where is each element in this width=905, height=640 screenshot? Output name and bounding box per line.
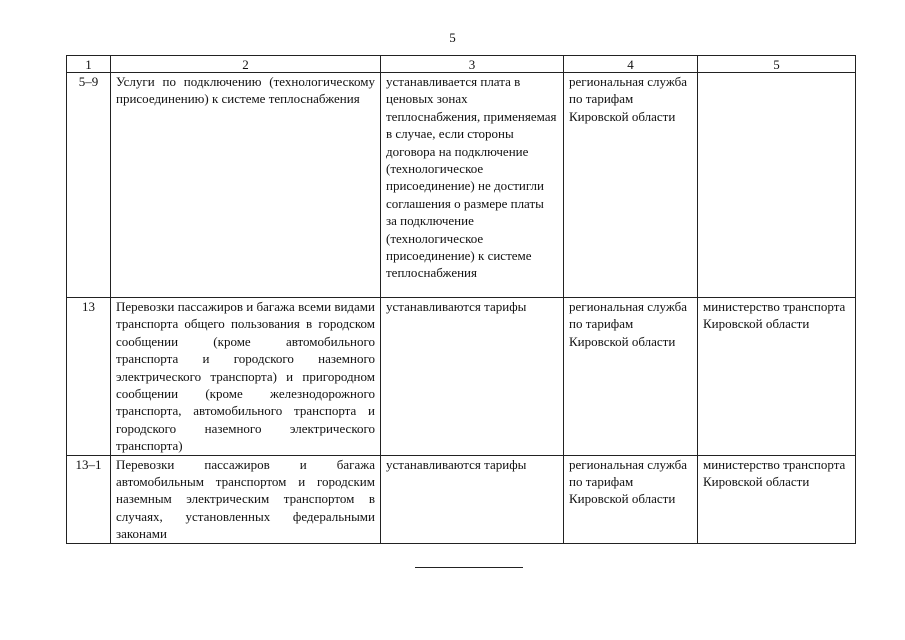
footer-divider <box>415 567 523 568</box>
responsible-ministry: министерство транспорта Кировской области <box>698 455 856 543</box>
row-number: 13 <box>67 298 111 456</box>
regulation-table <box>66 55 856 544</box>
column-header-4: 4 <box>564 56 698 73</box>
service-description: Услуги по подключению (технологическому присоединению) к системе теплоснабжения <box>111 73 381 298</box>
row-number: 13–1 <box>67 455 111 543</box>
header-row <box>67 56 856 73</box>
table-row <box>67 73 856 298</box>
column-header-1: 1 <box>67 56 111 73</box>
service-description: Перевозки пассажиров и багажа всеми видами транспорта общего пользования в городском сообщении (кроме автомобильного транспорта и городского наземного электрического транспорта) и пригородном сообщении (кроме железнодорожного транспорта, автомобильного транспорта и городского наземного электрического транспорта) <box>111 298 381 456</box>
table-row <box>67 298 856 456</box>
page-number: 5 <box>449 30 456 45</box>
regulation-measure: устанавливается плата в ценовых зонах теплоснабжения, применяемая в случае, если стороны договора на подключение (технологическое присоединение) не достигли соглашения о размере платы за подключение (технологическое присоединение) к системе теплоснабжения <box>381 73 564 298</box>
regulating-authority: региональная служба по тарифам Кировской области <box>564 298 698 456</box>
row-number: 5–9 <box>67 73 111 298</box>
responsible-ministry <box>698 73 856 298</box>
regulation-measure: устанавливаются тарифы <box>381 455 564 543</box>
regulating-authority: региональная служба по тарифам Кировской области <box>564 73 698 298</box>
service-description: Перевозки пассажиров и багажа автомобильным транспортом и городским наземным электрическим транспортом в случаях, установленных федеральными законами <box>111 455 381 543</box>
column-header-2: 2 <box>111 56 381 73</box>
column-header-5: 5 <box>698 56 856 73</box>
responsible-ministry: министерство транспорта Кировской области <box>698 298 856 456</box>
table-row <box>67 455 856 543</box>
regulating-authority: региональная служба по тарифам Кировской области <box>564 455 698 543</box>
column-header-3: 3 <box>381 56 564 73</box>
regulation-measure: устанавливаются тарифы <box>381 298 564 456</box>
